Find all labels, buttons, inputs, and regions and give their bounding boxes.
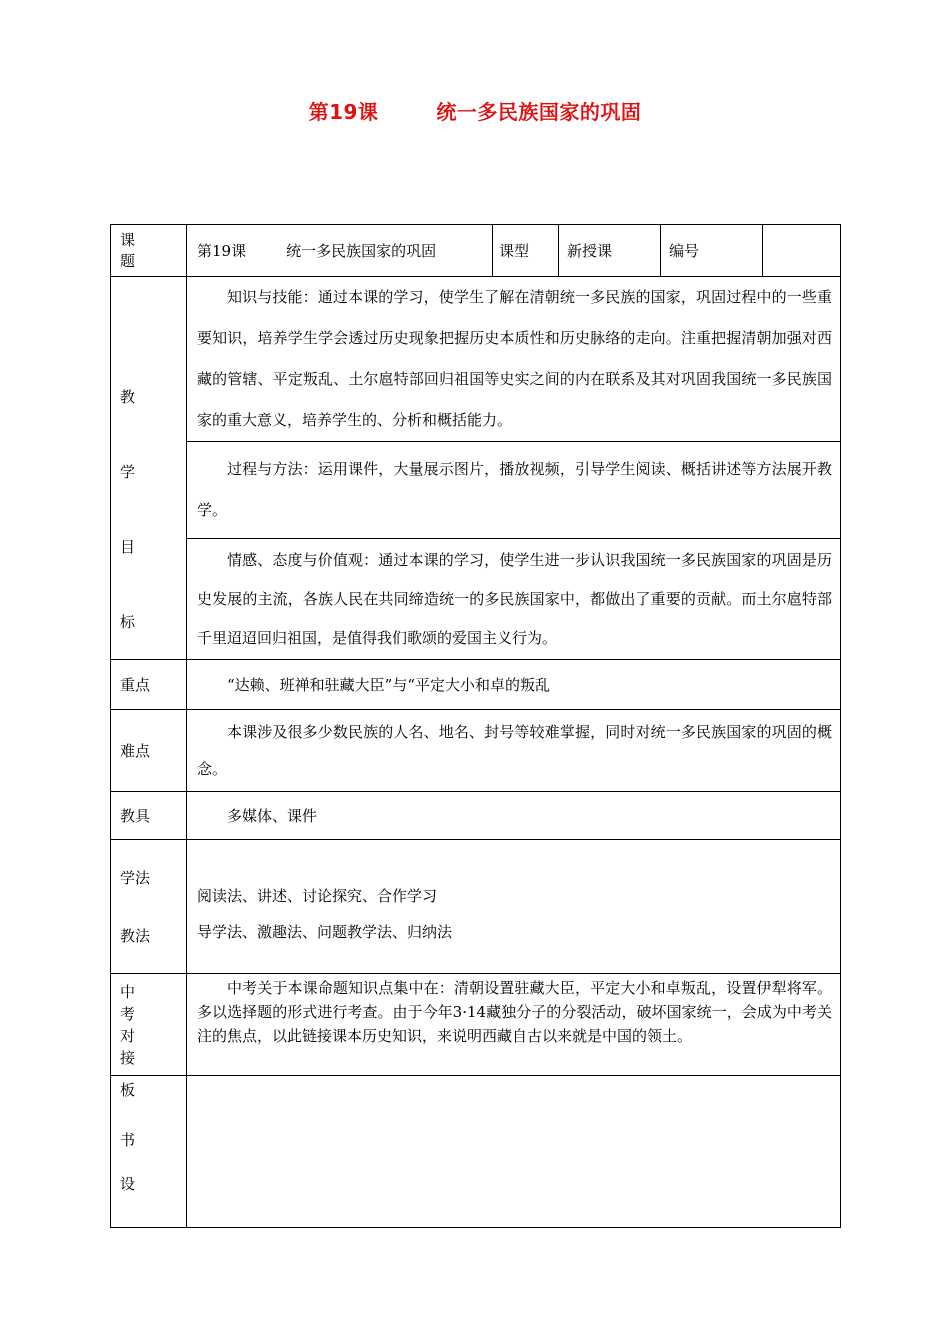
board-label-char-3: 设 xyxy=(120,1175,136,1193)
exam-label xyxy=(111,974,187,1076)
tools-text: 多媒体、课件 xyxy=(187,792,841,840)
key-point-row xyxy=(111,660,841,710)
methods-label-line2: 教法 xyxy=(120,926,151,945)
number-label: 编号 xyxy=(661,225,763,277)
tools-row xyxy=(111,792,841,840)
exam-label-char-4: 接 xyxy=(120,1048,136,1067)
topic-row xyxy=(111,225,841,277)
topic-label-line2: 题 xyxy=(120,251,136,270)
board-content xyxy=(187,1076,841,1228)
methods-content xyxy=(187,840,841,974)
type-label: 课型 xyxy=(493,225,559,277)
objective-emotion: 情感、态度与价值观：通过本课的学习，使学生进一步认识我国统一多民族国家的巩固是历史发展的主流，各族人民在共同缔造统一的多民族国家中，都做出了重要的贡献。而土尔扈特部千里迢迢回归祖国，是值得我们歌颂的爱国主义行为。 xyxy=(187,539,841,660)
page-title xyxy=(0,96,950,125)
objectives-label-char-1: 教 xyxy=(120,387,136,406)
board-label xyxy=(111,1076,187,1228)
objectives-label-char-2: 学 xyxy=(120,462,136,481)
objectives-label-char-3: 目 xyxy=(120,537,136,556)
board-row xyxy=(111,1076,841,1228)
objective-emotion-row xyxy=(111,539,841,660)
methods-label-line1: 学法 xyxy=(120,868,151,887)
objectives-label-char-4: 标 xyxy=(120,612,136,631)
number-value xyxy=(763,225,841,277)
key-point-text: “达赖、班禅和驻藏大臣”与“平定大小和卓的叛乱 xyxy=(187,660,841,710)
objective-knowledge: 知识与技能：通过本课的学习，使学生了解在清朝统一多民族的国家，巩固过程中的一些重要知识，培养学生学会透过历史现象把握历史本质性和历史脉络的走向。注重把握清朝加强对西藏的管辖、平定叛乱、土尔扈特部回归祖国等史实之间的内在联系及其对巩固我国统一多民族国家的重大意义，培养学生的、分析和概括能力。 xyxy=(187,277,841,442)
learning-methods: 阅读法、讲述、讨论探究、合作学习 xyxy=(197,886,438,905)
title-lesson: 第19课 xyxy=(308,100,379,124)
topic-name: 统一多民族国家的巩固 xyxy=(286,242,437,260)
board-label-char-2: 书 xyxy=(120,1131,136,1149)
topic-lesson: 第19课 xyxy=(197,242,247,260)
key-point-label: 重点 xyxy=(111,660,187,710)
title-name: 统一多民族国家的巩固 xyxy=(436,100,642,124)
exam-label-char-3: 对 xyxy=(120,1026,136,1045)
board-label-char-1: 板 xyxy=(120,1081,136,1099)
methods-row xyxy=(111,840,841,974)
topic-value xyxy=(187,225,493,277)
objectives-label xyxy=(111,277,187,660)
exam-label-char-2: 考 xyxy=(120,1004,136,1023)
topic-label xyxy=(111,225,187,277)
topic-label-line1: 课 xyxy=(120,230,136,249)
type-value: 新授课 xyxy=(559,225,661,277)
difficulty-text: 本课涉及很多少数民族的人名、地名、封号等较难掌握，同时对统一多民族国家的巩固的概念。 xyxy=(187,710,841,792)
difficulty-label: 难点 xyxy=(111,710,187,792)
lesson-plan-table xyxy=(110,224,841,1228)
exam-row xyxy=(111,974,841,1076)
tools-label: 教具 xyxy=(111,792,187,840)
objective-knowledge-row xyxy=(111,277,841,442)
objective-process: 过程与方法：运用课件，大量展示图片，播放视频，引导学生阅读、概括讲述等方法展开教学。 xyxy=(187,442,841,539)
methods-label xyxy=(111,840,187,974)
teaching-methods: 导学法、激趣法、问题教学法、归纳法 xyxy=(197,922,453,941)
exam-text: 中考关于本课命题知识点集中在：清朝设置驻藏大臣，平定大小和卓叛乱，设置伊犁将军。多以选择题的形式进行考查。由于今年3·14藏独分子的分裂活动，破坏国家统一，会成为中考关注的焦点，以此链接课本历史知识，来说明西藏自古以来就是中国的领土。 xyxy=(187,974,841,1076)
objective-process-row xyxy=(111,442,841,539)
difficulty-row xyxy=(111,710,841,792)
exam-label-char-1: 中 xyxy=(120,982,136,1001)
